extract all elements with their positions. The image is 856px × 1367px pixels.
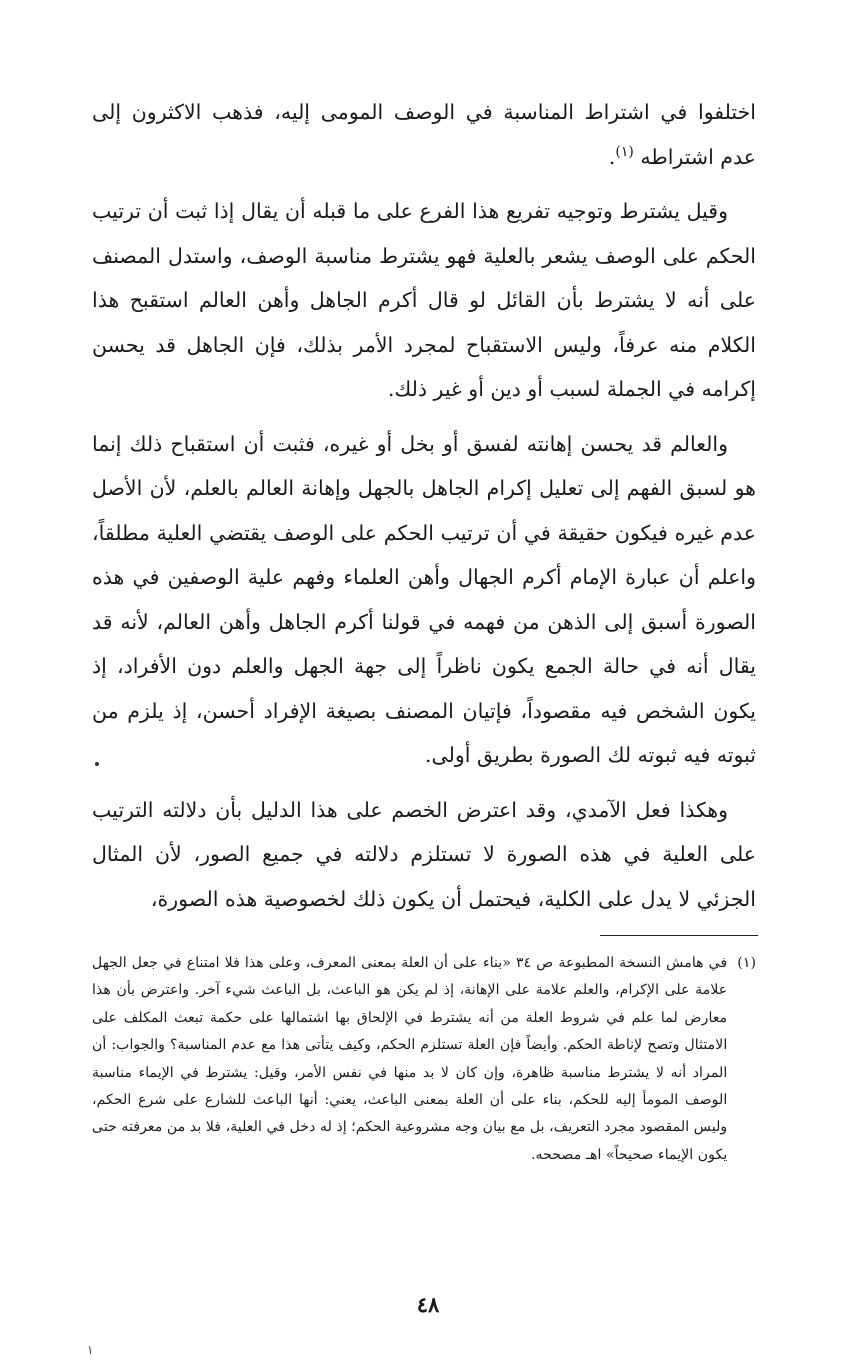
paragraph-1-period: . <box>608 144 616 169</box>
footnote-reference[interactable]: (١) <box>615 143 634 160</box>
corner-mark: ١ <box>87 1343 94 1357</box>
paragraph-1-text: اختلفوا في اشتراط المناسبة في الوصف المومى إليه، فذهب الاكثرون إلى عدم اشتراطه <box>92 100 756 169</box>
footnote <box>92 950 756 1169</box>
main-text <box>92 90 756 931</box>
page-number: ٤٨ <box>416 1292 440 1317</box>
paragraph-3: والعالم قد يحسن إهانته لفسق أو بخل أو غيره، فثبت أن استقباح ذلك إنما هو لسبق الفهم إلى تعليل إكرام الجاهل بالجهل وإهانة العالم بالعلم، لأن الأصل عدم غيره فيكون حقيقة في أن ترتيب الحكم على الوصف يقتضي العلية مطلقاً، واعلم أن عبارة الإمام أكرم الجهال وأهن العلماء وفهم علية الوصفين في هذه الصورة أسبق إلى الذهن من فهمه في قولنا أكرم الجاهل وأهن العالم، لأنه قد يقال أنه في حالة الجمع يكون ناظراً إلى جهة الجهل والعلم دون الأفراد، إذ يكون الشخص فيه مقصوداً، فإتيان المصنف بصيغة الإفراد أحسن، إذ يلزم من ثبوته فيه ثبوته لك الصورة بطريق أولى. <box>92 431 756 767</box>
footnote-number: (١) <box>737 955 756 971</box>
paragraph-4: وهكذا فعل الآمدي، وقد اعترض الخصم على هذا الدليل بأن دلالته الترتيب على العلية في هذه الصورة لا تستلزم دلالته في جميع الصور، لأن المثال الجزئي لا يدل على الكلية، فيحتمل أن يكون ذلك لخصوصية هذه الصورة، <box>92 797 756 911</box>
stray-dot <box>95 762 99 766</box>
paragraph-1 <box>92 90 756 179</box>
paragraph-2: وقيل يشترط وتوجيه تفريع هذا الفرع على ما قبله أن يقال إذا ثبت أن ترتيب الحكم على الوصف يشعر بالعلية فهو يشترط مناسبة الوصف، واستدل المصنف على أنه لا يشترط بأن القائل لو قال أكرم الجاهل وأهن العالم استقبح هذا الكلام منه عرفاً، وليس الاستقباح لمجرد الأمر بذلك، فإن الجاهل قد يحسن إكرامه في الجملة لسبب أو دين أو غير ذلك. <box>92 199 756 401</box>
footnote-separator <box>600 935 758 936</box>
footnote-text: في هامش النسخة المطبوعة ص ٣٤ «بناء على أن العلة بمعنى المعرف، وعلى هذا فلا امتناع في جعل الجهل علامة على الإكرام، والعلم علامة على الإهانة، إذ لم يكن هو الباعث، بل الباعث شيء آخر. واعترض بأن هذا معارض لما علم في شروط العلة من أنه يشترط في الإلحاق بها اشتمالها على حكمة تبعث المكلف على الامتثال وتصح لإناطة الحكم. وأيضاً فإن العلة تستلزم الحكم، وكيف يتأتى هذا مع عدم المناسبة؟ والجواب: أن المراد أنه لا يشترط مناسبة ظاهرة، وإن كان لا بد منها في نفس الأمر، وقيل: يشترط في الإيماء مناسبة الوصف المومأ إليه للحكم، بناء على أن العلة بمعنى الباعث، يعني: أنها الباعث للشارع على شرع الحكم، وليس المقصود مجرد التعريف، بل مع بيان وجه مشروعية الحكم؛ إذ له دخل في العلية، فلا بد من معرفته حتى يكون الإيماء صحيحاً» اهـ مصححه. <box>92 955 728 1163</box>
